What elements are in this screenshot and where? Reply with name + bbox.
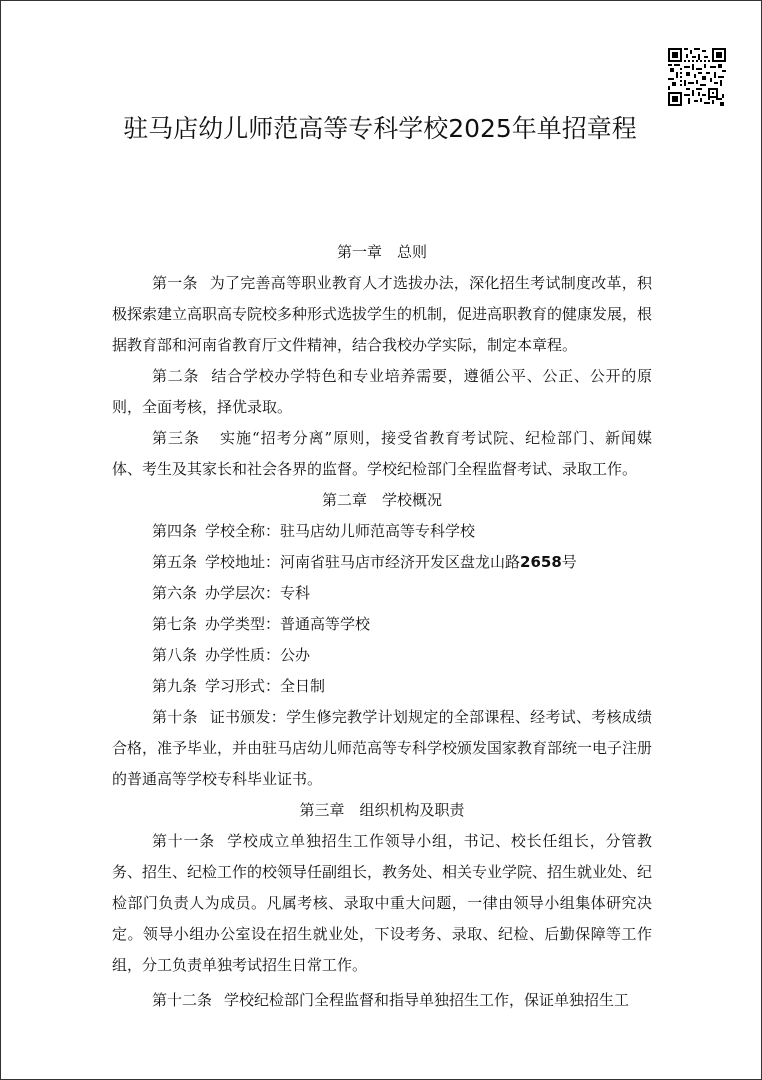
article-paragraph <box>112 268 652 361</box>
article-paragraph <box>112 609 652 640</box>
article-label: 第十一条 <box>152 832 216 850</box>
article-text: 办学性质：公办 <box>205 646 311 664</box>
article-label: 第七条 <box>152 615 198 633</box>
article-label: 第一条 <box>152 274 198 292</box>
article-text: 学校地址：河南省驻马店市经济开发区盘龙山路 <box>205 553 521 571</box>
article-text: 学校成立单独招生工作领导小组，书记、校长任组长，分管教务、招生、纪检工作的校领导任副组长，教务处、相关专业学院、招生就业处、纪检部门负责人为成员。凡属考核、录取中重大问题，一律由领导小组集体研究决定。领导小组办公室设在招生就业处，下设考务、录取、纪检、后勤保障等工作组，分工负责单独考试招生日常工作。 <box>112 832 653 974</box>
article-text: 证书颁发：学生修完教学计划规定的全部课程、经考试、考核成绩合格，准予毕业，并由驻马店幼儿师范高等专科学校颁发国家教育部统一电子注册的普通高等学校专科毕业证书。 <box>112 708 653 788</box>
article-paragraph <box>112 361 652 423</box>
article-label: 第三条 <box>152 429 200 447</box>
article-text: 办学层次：专科 <box>205 584 311 602</box>
article-label: 第二条 <box>152 367 200 385</box>
article-paragraph <box>112 640 652 671</box>
article-text: 结合学校办学特色和专业培养需要，遵循公平、公正、公开的原则，全面考核，择优录取。 <box>112 367 652 416</box>
article-text: 学校全称：驻马店幼儿师范高等专科学校 <box>205 522 476 540</box>
article-paragraph <box>112 547 652 578</box>
article-paragraph <box>112 702 652 795</box>
article-text: 实施“招考分离”原则，接受省教育考试院、纪检部门、新闻媒体、考生及其家长和社会各界的监督。学校纪检部门全程监督考试、录取工作。 <box>112 429 652 478</box>
article-paragraph <box>112 516 652 547</box>
article-paragraph <box>112 985 652 1016</box>
document-body <box>112 237 652 1016</box>
article-paragraph <box>112 826 652 981</box>
article-label: 第八条 <box>152 646 198 664</box>
qr-code <box>668 48 726 106</box>
article-label: 第九条 <box>152 677 198 695</box>
chapter-heading: 第一章 总则 <box>336 243 427 261</box>
chapter-heading: 第二章 学校概况 <box>321 491 442 509</box>
article-text: 为了完善高等职业教育人才选拔办法，深化招生考试制度改革，积极探索建立高职高专院校多种形式选拔学生的机制，促进高职教育的健康发展，根据教育部和河南省教育厅文件精神，结合我校办学实际，制定本章程。 <box>112 274 653 354</box>
article-text: 办学类型：普通高等学校 <box>205 615 371 633</box>
address-number: 2658 <box>520 553 562 571</box>
article-paragraph <box>112 578 652 609</box>
chapter-heading: 第三章 组织机构及职责 <box>299 801 465 819</box>
article-label: 第十条 <box>152 708 198 726</box>
article-text: 学习形式：全日制 <box>205 677 326 695</box>
article-text-suffix: 号 <box>561 553 577 571</box>
article-label: 第五条 <box>152 553 198 571</box>
article-text: 学校纪检部门全程监督和指导单独招生工作，保证单独招生工 <box>224 991 630 1009</box>
article-paragraph <box>112 671 652 702</box>
article-label: 第四条 <box>152 522 198 540</box>
document-title: 驻马店幼儿师范高等专科学校2025年单招章程 <box>123 114 637 143</box>
article-label: 第六条 <box>152 584 198 602</box>
article-paragraph <box>112 423 652 485</box>
article-label: 第十二条 <box>152 991 213 1009</box>
